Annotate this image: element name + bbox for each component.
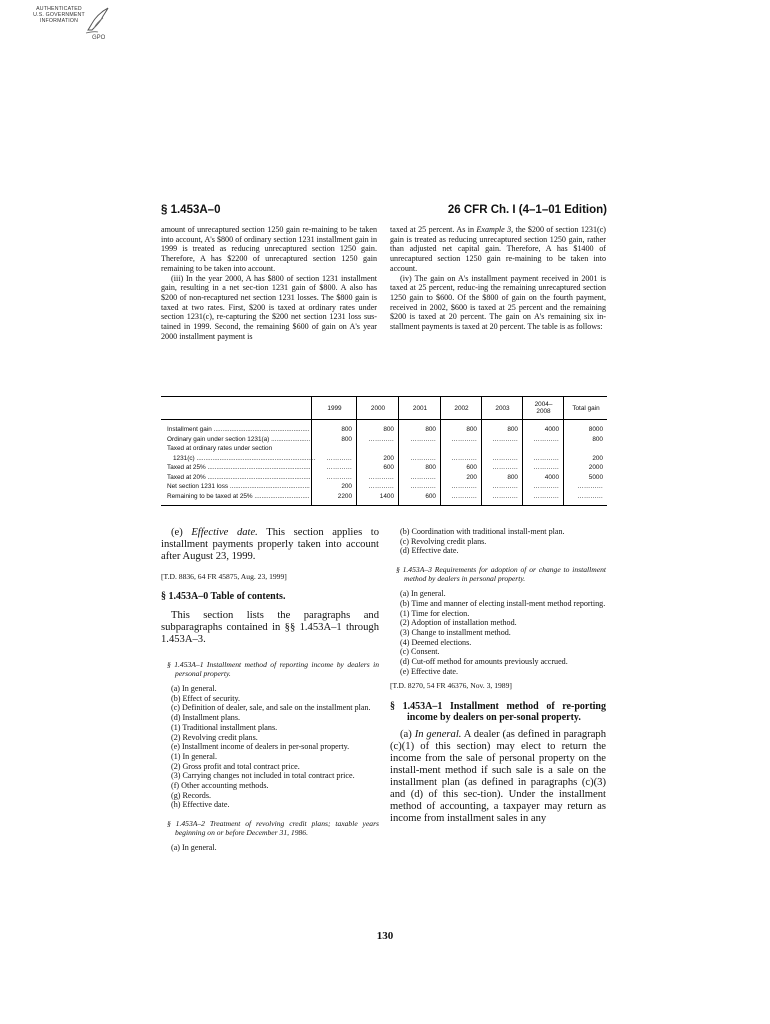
table-cell: 800 — [383, 426, 394, 433]
table-cell: ………… — [410, 483, 436, 490]
table-row — [161, 474, 607, 482]
table-cell: ………… — [326, 464, 352, 471]
table-cell: ………… — [492, 435, 518, 443]
table-cell: ………… — [326, 454, 352, 462]
toc-entry: (e) Installment income of dealers in per-sonal property. — [171, 742, 350, 752]
table-cell: ………… — [410, 454, 436, 462]
top-right-column — [390, 225, 606, 332]
toc-entry: (d) Effective date. — [400, 546, 459, 556]
general-paragraph: (a) In general. A dealer (as defined in paragraph (c)(1) of this section) may elect to return the income from the sale of personal property on the install-ment method if such sale is a sale on the installment plan (as defined in paragraphs (c)(3) and (d) of this sec-tion). Under the installment method of accounting, a taxpayer may return as income from installment sales in any — [390, 729, 607, 825]
toc-list — [390, 527, 606, 556]
logo-line: AUTHENTICATED — [36, 6, 82, 12]
table-row — [161, 455, 607, 463]
toc-entry: (d) Cut-off method for amounts previously accrued. — [400, 657, 568, 667]
table-cell: ………… — [533, 454, 559, 462]
toc-entry: (c) Consent. — [400, 647, 440, 657]
installment-gain-table — [161, 396, 607, 506]
toc-list — [161, 843, 379, 853]
toc-entry: (f) Other accounting methods. — [171, 781, 269, 791]
paragraph: (iv) The gain on A's installment payment received in 2001 is taxed at 25 percent, reduc-ing the remaining unrecaptured section 1250 gain to $600. Of the $800 of gain on the fourth payment, received in 2002, $600 is taxed at 25 percent and the remaining $200 is taxed at 20 percent. The gain on A's remaining six in-stallment payments is taxed at 20 percent. The table is as follows: — [390, 273, 606, 332]
table-column-header: 2002 — [440, 397, 482, 419]
table-cell: ………… — [368, 483, 394, 490]
toc-entry: (2) Adoption of installation method. — [400, 618, 517, 628]
bottom-right-column — [390, 527, 606, 825]
table-cell: ………… — [577, 492, 603, 500]
toc-entry: (c) Definition of dealer, sale, and sale on the installment plan. — [171, 703, 371, 713]
table-cell: 2200 — [337, 492, 352, 500]
table-cell: ………… — [451, 492, 477, 500]
table-cell: 4000 — [544, 426, 559, 433]
gpo-mark: GPO — [92, 35, 106, 41]
table-cell: 800 — [507, 473, 518, 481]
table-cell: 800 — [341, 426, 352, 433]
table-cell: 800 — [507, 426, 518, 433]
table-cell: 200 — [466, 473, 477, 481]
row-label: Ordinary gain under section 1231(a) ..... — [167, 436, 310, 444]
bottom-left-column — [161, 527, 379, 853]
table-cell: ………… — [451, 483, 477, 490]
table-cell: ………… — [326, 473, 352, 481]
row-label: Taxed at 20% ..... — [167, 474, 310, 482]
toc-intro: This section lists the paragraphs and subparagraphs contained in §§ 1.453A–1 through 1.453A–3. — [161, 610, 379, 645]
section-heading: § 1.453A–1 Installment method of re-porting income by dealers on per-sonal property. — [390, 701, 606, 724]
table-cell: ………… — [533, 492, 559, 500]
row-label: Taxed at 25% ..... — [167, 464, 310, 472]
table-header — [161, 397, 607, 420]
table-row — [161, 464, 607, 472]
toc-entry: (g) Records. — [171, 790, 212, 800]
table-row — [161, 426, 607, 434]
table-cell: ………… — [451, 435, 477, 443]
toc-entry: (b) Time and manner of electing install-ment method reporting. — [400, 598, 606, 608]
table-cell: ………… — [492, 464, 518, 471]
table-cell: ………… — [533, 435, 559, 443]
toc-entry: (2) Gross profit and total contract price. — [171, 761, 300, 771]
toc-list — [390, 589, 606, 676]
page-number: 130 — [376, 930, 394, 942]
toc-entry: (1) In general. — [171, 751, 218, 761]
toc-entry: (c) Revolving credit plans. — [400, 536, 487, 546]
table-column-header: 2003 — [481, 397, 523, 419]
logo-text — [28, 6, 90, 24]
table-cell: ………… — [533, 483, 559, 490]
toc-subheading: § 1.453A–2 Treatment of revolving credit plans; taxable years beginning on or before December 31, 1986. — [167, 819, 379, 838]
table-row — [161, 436, 607, 444]
table-cell: 800 — [592, 435, 603, 443]
running-header — [161, 204, 607, 220]
logo-line: U.S. GOVERNMENT — [33, 12, 85, 18]
toc-entry: (a) In general. — [171, 843, 217, 853]
toc-subheading: § 1.453A–1 Installment method of reporting income by dealers in personal property. — [167, 660, 379, 678]
table-cell: 200 — [341, 483, 352, 490]
table-cell: 8000 — [588, 426, 603, 433]
table-cell: ………… — [492, 483, 518, 490]
treasury-decision-citation: [T.D. 8270, 54 FR 46376, Nov. 3, 1989] — [390, 681, 512, 691]
row-label: Taxed at ordinary rates under section — [167, 445, 273, 452]
toc-entry: (b) Effect of security. — [171, 693, 240, 703]
row-label: Installment gain ..... — [167, 426, 310, 434]
toc-entry: (d) Installment plans. — [171, 713, 241, 723]
toc-entry: (a) In general. — [400, 589, 446, 599]
paragraph: taxed at 25 percent. As in Example 3, the $200 of section 1231(c) gain is treated as reducing unrecaptured section 1250 gain, rather than adjusted net capital gain. Therefore, A has $1400 of unrecaptured section 1250 gain re-maining to be taken into account. — [390, 225, 606, 273]
table-row — [161, 493, 607, 501]
toc-entry: (3) Change to installment method. — [400, 627, 511, 637]
section-heading: § 1.453A–0 Table of contents. — [161, 591, 286, 602]
table-column-header: 2001 — [398, 397, 441, 419]
toc-entry: (h) Effective date. — [171, 800, 230, 810]
paragraph: amount of unrecaptured section 1250 gain re-maining to be taken into account, A's $800 of ordinary section 1231 installment gain in 1999 is treated as reducing unrecaptured section 1250 gain. Therefore, A has $2200 of unrecaptured section 1250 gain remaining to be taken into account. — [161, 225, 377, 273]
table-row — [161, 445, 607, 453]
table-cell: 1400 — [379, 492, 394, 500]
top-left-column — [161, 225, 377, 341]
table-cell: 800 — [425, 426, 436, 433]
table-column-header: 1999 — [311, 397, 357, 419]
gpo-authentication-logo — [28, 6, 148, 48]
toc-subheading: § 1.453A–3 Requirements for adoption of or change to installment method by dealers in personal property. — [396, 565, 606, 584]
table-cell: 200 — [592, 454, 603, 462]
table-column-header: 2004– 2008 — [522, 397, 564, 419]
eagle-icon — [84, 6, 110, 36]
cfr-edition: 26 CFR Ch. I (4–1–01 Edition) — [447, 204, 607, 216]
table-cell: 4000 — [544, 473, 559, 481]
table-cell: ………… — [368, 435, 394, 443]
logo-line: INFORMATION — [39, 18, 79, 24]
table-cell: ………… — [410, 473, 436, 481]
table-cell: 600 — [425, 492, 436, 500]
table-column-header: Total gain — [563, 397, 608, 419]
table-cell: ………… — [368, 473, 394, 481]
paragraph: (iii) In the year 2000, A has $800 of section 1231 installment gain, resulting in a net sec-tion 1231 gain of $800. A also has $200 of non-recaptured net section 1231 losses. The $800 gain is taxed at two rates. First, $200 is taxed at ordinary rates under section 1231(c), re-capturing the $200 net section 1231 loss sus-tained in 1999. Second, the remaining $600 of gain on A's year 2000 installment payment is — [161, 273, 377, 341]
table-cell: 5000 — [588, 473, 603, 481]
table-cell: ………… — [577, 483, 603, 490]
toc-list — [161, 684, 379, 810]
section-number: § 1.453A–0 — [161, 204, 221, 216]
toc-entry: (4) Deemed elections. — [400, 637, 472, 647]
table-cell: 800 — [341, 435, 352, 443]
effective-date-paragraph: (e) Effective date. This section applies to installment payments properly taken into account after August 23, 1999. — [161, 527, 380, 562]
table-cell: ………… — [533, 464, 559, 471]
table-cell: 600 — [466, 464, 477, 471]
table-cell: ………… — [492, 454, 518, 462]
toc-entry: (e) Effective date. — [400, 666, 459, 676]
row-label: Net section 1231 loss ..... — [167, 483, 310, 491]
toc-entry: (b) Coordination with traditional install-ment plan. — [400, 527, 565, 536]
table-cell: 600 — [383, 464, 394, 471]
table-cell: 200 — [383, 454, 394, 462]
row-label: 1231(c) ..... — [173, 455, 316, 463]
toc-entry: (2) Revolving credit plans. — [171, 732, 258, 742]
table-cell: 2000 — [588, 464, 603, 471]
treasury-decision-citation: [T.D. 8836, 64 FR 45875, Aug. 23, 1999] — [161, 572, 287, 581]
toc-entry: (a) In general. — [171, 684, 217, 693]
row-label: Remaining to be taxed at 25% ..... — [167, 493, 310, 501]
table-cell: 800 — [425, 464, 436, 471]
toc-entry: (1) Traditional installment plans. — [171, 722, 278, 732]
table-cell: ………… — [451, 454, 477, 462]
table-cell: ………… — [410, 435, 436, 443]
table-cell: 800 — [466, 426, 477, 433]
table-row — [161, 483, 607, 491]
toc-entry: (1) Time for election. — [400, 608, 470, 618]
table-cell: ………… — [492, 492, 518, 500]
toc-entry: (3) Carrying changes not included in total contract price. — [171, 771, 355, 781]
table-column-header: 2000 — [356, 397, 399, 419]
